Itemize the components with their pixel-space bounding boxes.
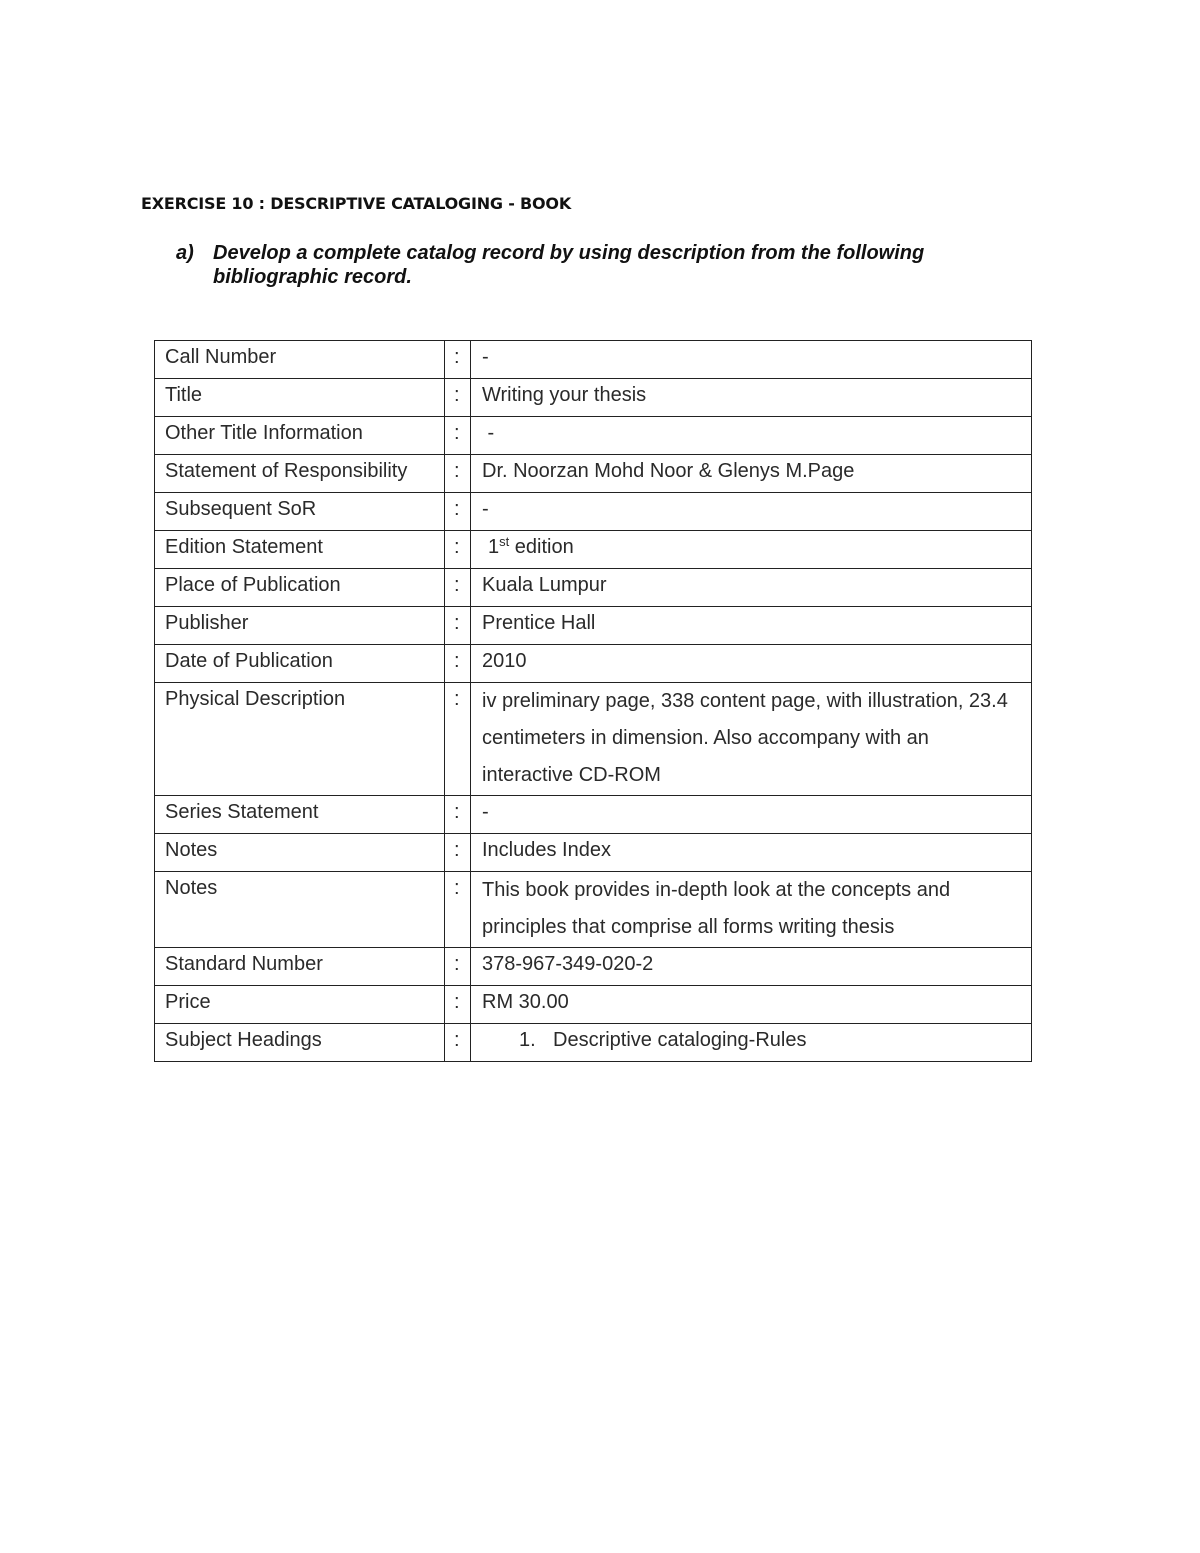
field-value: - [471, 341, 1032, 379]
field-value: - [471, 796, 1032, 834]
field-separator: : [445, 379, 471, 417]
instruction-text: Develop a complete catalog record by using description from the following bibliographic record. [213, 242, 925, 288]
table-row [155, 834, 1032, 872]
table-row [155, 569, 1032, 607]
field-separator: : [445, 417, 471, 455]
field-label: Statement of Responsibility [155, 455, 445, 493]
table-row [155, 683, 1032, 796]
table-row [155, 645, 1032, 683]
field-label: Call Number [155, 341, 445, 379]
field-separator: : [445, 569, 471, 607]
field-label: Standard Number [155, 948, 445, 986]
table-row [155, 493, 1032, 531]
table-row [155, 607, 1032, 645]
field-value: - [471, 417, 1032, 455]
field-label: Notes [155, 872, 445, 948]
field-value: This book provides in-depth look at the concepts and principles that comprise all forms writing thesis [471, 872, 1032, 948]
field-separator: : [445, 948, 471, 986]
field-separator: : [445, 645, 471, 683]
field-value: 378-967-349-020-2 [471, 948, 1032, 986]
field-separator: : [445, 607, 471, 645]
field-value: 2010 [471, 645, 1032, 683]
table-row [155, 341, 1032, 379]
table-row [155, 986, 1032, 1024]
bibliographic-record-table [154, 340, 1032, 1062]
instruction [176, 241, 1006, 289]
field-separator: : [445, 455, 471, 493]
table-row [155, 796, 1032, 834]
edition-text: edition [509, 536, 574, 558]
field-value: - [471, 493, 1032, 531]
exercise-heading: EXERCISE 10 : DESCRIPTIVE CATALOGING - BOOK [141, 194, 572, 213]
field-label: Publisher [155, 607, 445, 645]
field-value: Includes Index [471, 834, 1032, 872]
field-separator: : [445, 683, 471, 796]
field-label: Price [155, 986, 445, 1024]
field-separator: : [445, 834, 471, 872]
field-value: Kuala Lumpur [471, 569, 1032, 607]
table-row [155, 948, 1032, 986]
field-separator: : [445, 531, 471, 569]
field-separator: : [445, 872, 471, 948]
field-label: Edition Statement [155, 531, 445, 569]
field-label: Notes [155, 834, 445, 872]
field-separator: : [445, 493, 471, 531]
field-label: Place of Publication [155, 569, 445, 607]
table-row [155, 417, 1032, 455]
field-value [471, 1024, 1032, 1062]
subject-list-number: 1. [519, 1029, 536, 1051]
field-separator: : [445, 796, 471, 834]
field-label: Series Statement [155, 796, 445, 834]
field-value: iv preliminary page, 338 content page, with illustration, 23.4 centimeters in dimension. Also accompany with an interactive CD-ROM [471, 683, 1032, 796]
field-value [471, 531, 1032, 569]
field-separator: : [445, 341, 471, 379]
field-label: Physical Description [155, 683, 445, 796]
instruction-marker: a) [176, 242, 194, 264]
edition-number: 1 [488, 536, 500, 558]
field-label: Subsequent SoR [155, 493, 445, 531]
subject-list-item [482, 1027, 1021, 1053]
table-row [155, 379, 1032, 417]
subject-heading-text: Descriptive cataloging-Rules [553, 1029, 807, 1051]
field-separator: : [445, 1024, 471, 1062]
field-value: Dr. Noorzan Mohd Noor & Glenys M.Page [471, 455, 1032, 493]
table-row [155, 455, 1032, 493]
field-label: Title [155, 379, 445, 417]
table-row [155, 1024, 1032, 1062]
field-value: Writing your thesis [471, 379, 1032, 417]
table-row [155, 531, 1032, 569]
field-value: Prentice Hall [471, 607, 1032, 645]
field-value: RM 30.00 [471, 986, 1032, 1024]
field-label: Subject Headings [155, 1024, 445, 1062]
edition-ordinal: st [499, 534, 510, 549]
field-label: Other Title Information [155, 417, 445, 455]
field-separator: : [445, 986, 471, 1024]
field-label: Date of Publication [155, 645, 445, 683]
table-row [155, 872, 1032, 948]
